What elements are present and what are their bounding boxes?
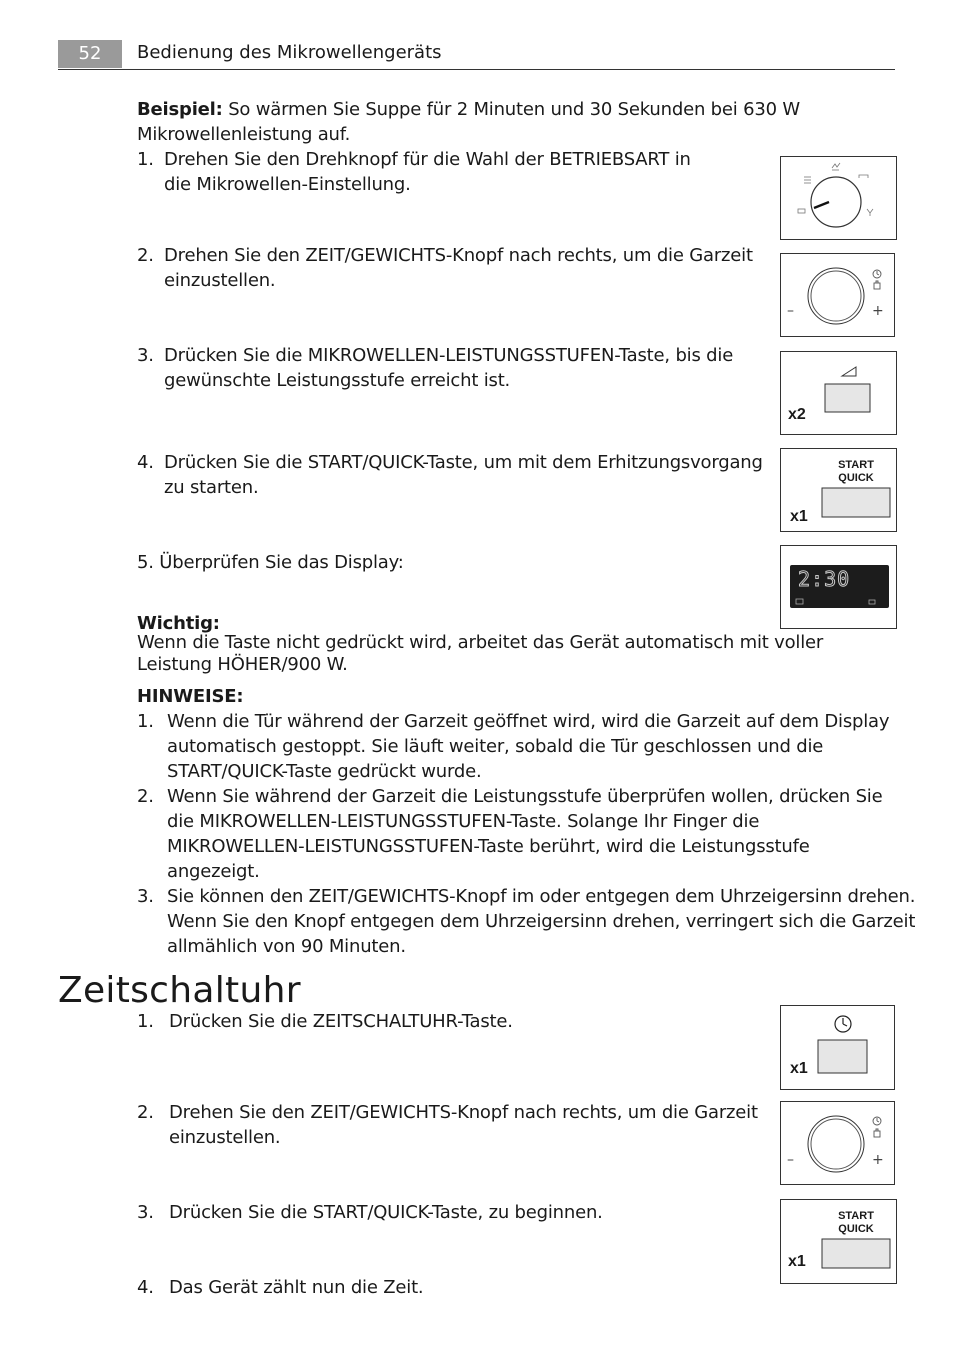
step-2-line-1: Drehen Sie den ZEIT/GEWICHTS-Knopf nach rechts, um die Garzeit [164,245,753,266]
step-2-line-2: einzustellen. [164,270,276,291]
note-1-line-1: Wenn die Tür während der Garzeit geöffnet wird, wird die Garzeit auf dem Display [167,711,890,732]
display-time: 2:30 [798,567,851,591]
timer-step-3-number: 3. [137,1202,154,1223]
important-line-1: Wenn die Taste nicht gedrückt wird, arbeitet das Gerät automatisch mit voller [137,632,824,653]
display-illustration [780,545,897,629]
step-2-number: 2. [137,245,154,266]
timer-knob-minus-label: – [787,1152,794,1168]
step-3-line-2: gewünschte Leistungsstufe erreicht ist. [164,370,511,391]
example-label: Beispiel: [137,99,223,120]
note-3-line-1: Sie können den ZEIT/GEWICHTS-Knopf im oder entgegen dem Uhrzeigersinn drehen. [167,886,916,907]
section-title-zeitschaltuhr: Zeitschaltuhr [58,970,301,1011]
step-4-line-2: zu starten. [164,477,259,498]
step-3-number: 3. [137,345,154,366]
timer-step-2-line-2: einzustellen. [169,1127,281,1148]
timer-button-illustration [780,1005,895,1090]
power-level-button-illustration [780,351,897,435]
note-1-line-3: START/QUICK-Taste gedrückt wurde. [167,761,482,782]
step-1-line-1: Drehen Sie den Drehknopf für die Wahl der BETRIEBSART in [164,149,691,170]
timer-start-quick-button-illustration [780,1199,897,1284]
step-5-text: 5. Überprüfen Sie das Display: [137,552,404,573]
note-2-line-1: Wenn Sie während der Garzeit die Leistungsstufe überprüfen wollen, drücken Sie [167,786,883,807]
important-line-2: Leistung HÖHER/900 W. [137,654,348,675]
important-label: Wichtig: [137,613,220,634]
note-2-number: 2. [137,786,154,807]
clock-icon [835,1016,851,1032]
timer-step-2-line-1: Drehen Sie den ZEIT/GEWICHTS-Knopf nach rechts, um die Garzeit [169,1102,758,1123]
timer-press-count: x1 [790,1060,808,1077]
step-3-line-1: Drücken Sie die MIKROWELLEN-LEISTUNGSSTUFEN-Taste, bis die [164,345,734,366]
note-2-line-4: angezeigt. [167,861,260,882]
timer-step-4-line-1: Das Gerät zählt nun die Zeit. [169,1277,424,1298]
knob-minus-label: – [787,303,794,319]
start-quick-button-illustration [780,448,897,532]
timer-step-3-line-1: Drücken Sie die START/QUICK-Taste, zu beginnen. [169,1202,603,1223]
step-4-number: 4. [137,452,154,473]
start-press-count: x1 [790,508,808,525]
start-label: START [838,459,874,471]
power-level-icon [842,367,856,376]
note-2-line-2: die MIKROWELLEN-LEISTUNGSSTUFEN-Taste. Solange Ihr Finger die [167,811,760,832]
timer-start-quick-button [822,1239,890,1268]
header-rule [58,69,895,70]
timer-step-1-line-1: Drücken Sie die ZEITSCHALTUHR-Taste. [169,1011,513,1032]
running-header-title: Bedienung des Mikrowellengeräts [137,42,442,63]
timer-start-press-count: x1 [788,1253,806,1270]
timer-time-weight-knob-illustration [780,1101,895,1185]
knob-plus-label: + [872,303,884,319]
timer-quick-label: QUICK [838,1223,874,1235]
clock-weight-icon [873,270,881,289]
notes-label: HINWEISE: [137,686,244,707]
mode-knob-illustration [780,156,897,240]
note-2-line-3: MIKROWELLEN-LEISTUNGSSTUFEN-Taste berührt, wird die Leistungsstufe [167,836,810,857]
timer-step-1-number: 1. [137,1011,154,1032]
page-number: 52 [58,40,122,68]
note-1-line-2: automatisch gestoppt. Sie läuft weiter, sobald die Tür geschlossen und die [167,736,824,757]
timer-clock-weight-icon [873,1117,881,1137]
note-3-line-3: allmählich von 90 Minuten. [167,936,406,957]
step-1-line-2: die Mikrowellen-Einstellung. [164,174,411,195]
timer-button [818,1040,867,1073]
timer-knob [811,1119,861,1169]
note-3-line-2: Wenn Sie den Knopf entgegen dem Uhrzeigersinn drehen, verringert sich die Garzeit [167,911,916,932]
timer-step-4-number: 4. [137,1277,154,1298]
power-press-count: x2 [788,406,806,423]
quick-label: QUICK [838,472,874,484]
timer-knob-plus-label: + [872,1152,884,1168]
display-microwave-icon [869,600,875,604]
example-line-2: Mikrowellenleistung auf. [137,124,351,145]
power-level-button [825,384,870,412]
example-line-1 [137,97,800,122]
lcd-display [790,565,889,608]
display-oven-icon [796,599,803,604]
step-1-number: 1. [137,149,154,170]
timer-step-2-number: 2. [137,1102,154,1123]
time-weight-knob [811,271,861,321]
timer-start-label: START [838,1210,874,1222]
step-4-line-1: Drücken Sie die START/QUICK-Taste, um mit dem Erhitzungsvorgang [164,452,763,473]
mode-knob [811,177,861,227]
time-weight-knob-illustration [780,253,895,337]
start-quick-button [822,488,890,517]
note-3-number: 3. [137,886,154,907]
example-text: So wärmen Sie Suppe für 2 Minuten und 30 Sekunden bei 630 W [228,99,800,120]
note-1-number: 1. [137,711,154,732]
